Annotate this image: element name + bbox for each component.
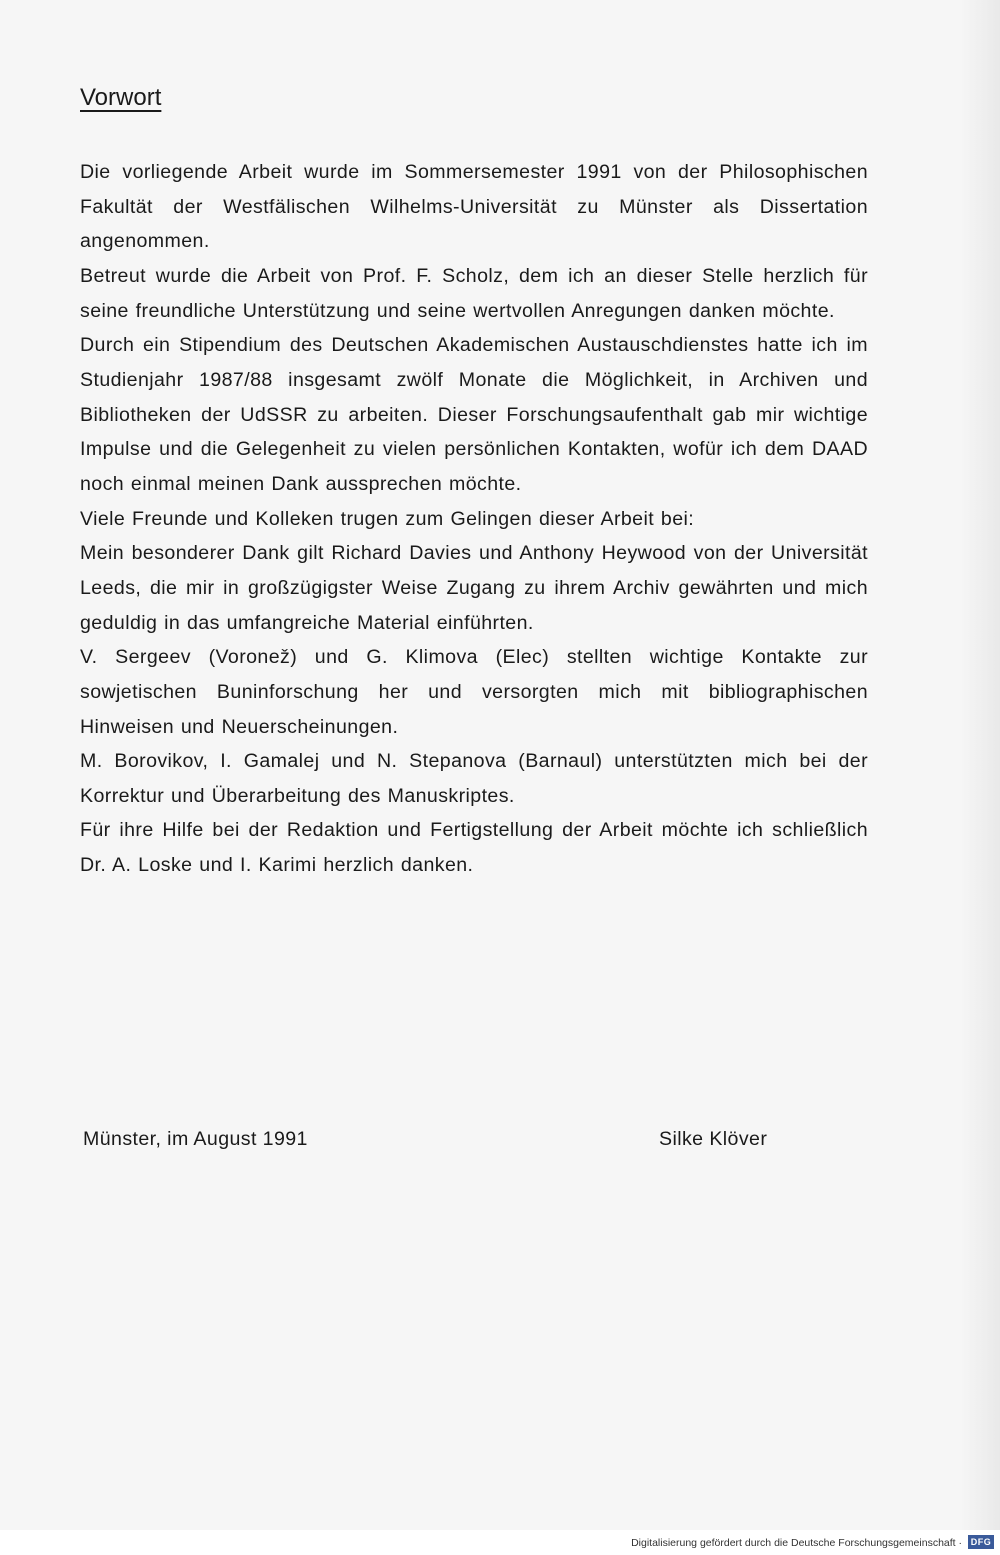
paragraph-editing: Für ihre Hilfe bei der Redaktion und Fertigstellung der Arbeit möchte ich schließlich Dr. A. Loske und I. Karimi herzlich danken. — [80, 819, 868, 877]
dfg-logo: DFG — [968, 1535, 994, 1549]
paragraph-correction: M. Borovikov, I. Gamalej und N. Stepanova (Barnaul) unterstützten mich bei der Korrektur und Überarbeitung des Manuskriptes. — [80, 750, 868, 807]
funding-note: Digitalisierung gefördert durch die Deutsche Forschungsgemeinschaft · — [631, 1537, 962, 1549]
paragraph-friends: Viele Freunde und Kolleken trugen zum Gelingen dieser Arbeit bei: — [80, 507, 695, 530]
paragraph-dissertation: Die vorliegende Arbeit wurde im Sommersemester 1991 von der Philosophischen Fakultät der Westfälischen Wilhelms-Universität zu Münster als Dissertation angenommen. — [80, 161, 868, 253]
paragraph-supervisor: Betreut wurde die Arbeit von Prof. F. Scholz, dem ich an dieser Stelle herzlich für seine freundliche Unterstützung und seine wertvollen Anregungen danken möchte. — [80, 264, 868, 322]
paragraph-contacts: V. Sergeev (Voronež) und G. Klimova (Elec) stellten wichtige Kontakte zur sowjetischen Buninforschung her und versorgten mich mit bibliographischen Hinweisen und Neuerscheinungen. — [80, 646, 868, 738]
paragraph-scholarship: Durch ein Stipendium des Deutschen Akademischen Austauschdienstes hatte ich im Studienjahr 1987/88 insgesamt zwölf Monate die Möglichkeit, in Archiven und Bibliotheken der UdSSR zu arbeiten. Dieser Forschungsaufenthalt gab mir wichtige Impulse und die Gelegenheit zu vielen persönlichen Kontakten, wofür ich dem DAAD noch einmal meinen Dank aussprechen möchte. — [80, 334, 868, 495]
author-signature: Silke Klöver — [659, 1128, 768, 1150]
foreword-body — [80, 155, 868, 883]
place-and-date: Münster, im August 1991 — [83, 1128, 308, 1150]
page-title: Vorwort — [80, 84, 162, 111]
paragraph-leeds: Mein besonderer Dank gilt Richard Davies und Anthony Heywood von der Universität Leeds, die mir in großzügigster Weise Zugang zu ihrem Archiv gewährten und mich geduldig in das umfangreiche Material einführten. — [80, 542, 868, 634]
page-edge-shadow — [960, 0, 1000, 1530]
